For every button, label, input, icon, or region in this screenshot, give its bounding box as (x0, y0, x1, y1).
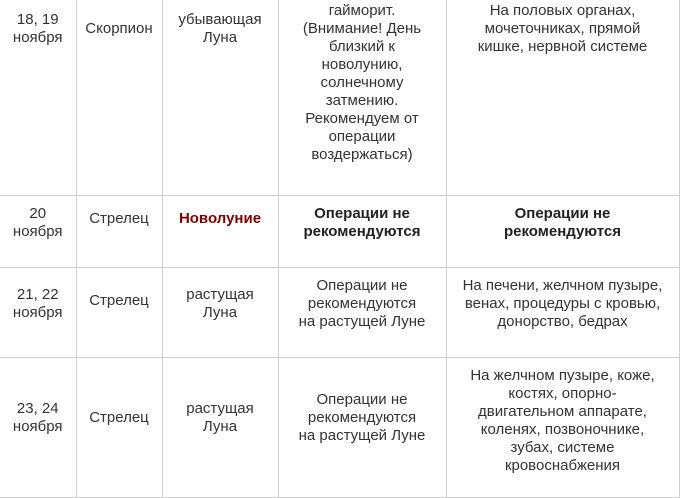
date-cell (0, 268, 76, 358)
surgery-advice-text: Операции не рекомендуются на растущей Луне (298, 391, 426, 444)
moon-phase-cell (162, 268, 278, 358)
zodiac-sign-text: Стрелец (89, 210, 149, 227)
date-text: 18, 19 ноября (12, 11, 63, 46)
surgery-advice-text: Операции не рекомендуются (303, 205, 421, 240)
zodiac-sign-text: Стрелец (89, 409, 149, 426)
zodiac-sign-text: Стрелец (89, 292, 149, 309)
surgery-advice-cell (278, 358, 446, 498)
table-row (0, 196, 679, 268)
date-cell (0, 358, 76, 498)
organs-text: Операции не рекомендуются (503, 205, 621, 240)
zodiac-sign-cell (76, 358, 162, 498)
organs-text: На печени, желчном пузыре, венах, процедуры с кровью, донорство, бедрах (462, 277, 663, 330)
date-text: 23, 24 ноября (12, 400, 63, 435)
moon-phase-cell (162, 196, 278, 268)
zodiac-sign-cell (76, 0, 162, 196)
organs-text: На желчном пузыре, коже, костях, опорно- двигательном аппарате, коленях, позвоночнике, зубах, системе кровоснабжения (470, 367, 655, 474)
zodiac-sign-text: Скорпион (85, 20, 153, 37)
table-row (0, 358, 679, 498)
date-cell (0, 196, 76, 268)
organs-cell (446, 0, 679, 196)
moon-phase-cell (162, 0, 278, 196)
table-row (0, 0, 679, 196)
date-cell (0, 0, 76, 196)
zodiac-sign-cell (76, 196, 162, 268)
moon-phase-text: растущая Луна (186, 286, 254, 321)
date-text: 20 ноября (12, 205, 63, 240)
moon-phase-text: растущая Луна (186, 400, 254, 435)
surgery-advice-text: Операции не рекомендуются на растущей Луне (298, 277, 426, 330)
zodiac-sign-cell (76, 268, 162, 358)
organs-cell (446, 268, 679, 358)
surgery-advice-cell (278, 268, 446, 358)
date-text: 21, 22 ноября (12, 286, 63, 321)
table-row (0, 268, 679, 358)
organs-text: На половых органах, мочеточниках, прямой кишке, нервной системе (477, 2, 648, 55)
organs-cell (446, 196, 679, 268)
surgery-advice-text: гайморит. (Внимание! День близкий к новолунию, солнечному затмению. Рекомендуем от операции воздержаться) (302, 2, 422, 163)
new-moon-text: Новолуние (178, 210, 262, 227)
moon-phase-cell (162, 358, 278, 498)
organs-cell (446, 358, 679, 498)
moon-phase-text: убывающая Луна (178, 11, 262, 46)
surgery-advice-cell (278, 0, 446, 196)
surgery-advice-cell (278, 196, 446, 268)
